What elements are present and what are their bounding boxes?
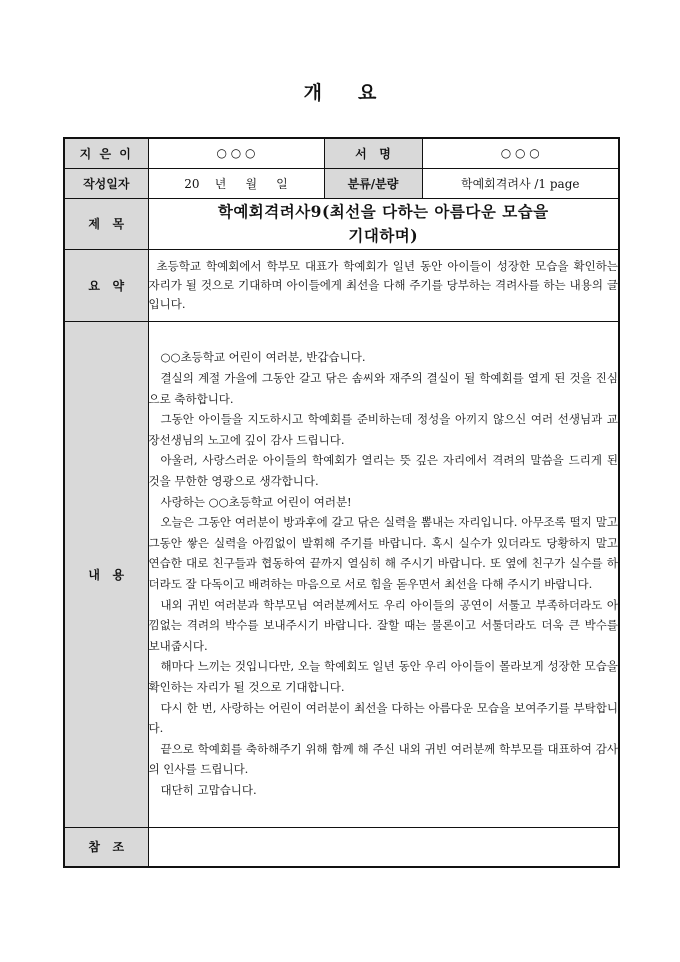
content-paragraph: 오늘은 그동안 여러분이 방과후에 갈고 닦은 실력을 뽐내는 자리입니다. 아무조록 떨지 말고 그동안 쌓은 실력을 아낌없이 발휘해 주기를 바랍니다. 혹시 실수가 있더라도 당황하지 말고 연습한 대로 친구들과 협동하여 끝까지 열심히 해 주시기 바랍니다. 또 옆에 친구가 실수를 하더라도 잘 다독이고 배려하는 마음으로 서로 힘을 돋우면서 최선을 다해 주시기 바랍니다. bbox=[148, 515, 618, 591]
content-paragraph: 결실의 계절 가을에 그동안 갈고 닦은 솜씨와 재주의 결실이 될 학예회를 열게 된 것을 진심으로 축하합니다. bbox=[148, 371, 618, 406]
content-paragraph: 대단히 고맙습니다. bbox=[160, 782, 257, 797]
subject-line-2: 기대하며) bbox=[348, 225, 419, 245]
content-paragraph: 해마다 느끼는 것입니다만, 오늘 학예회도 일년 동안 우리 아이들이 몰라보게 성장한 모습을 확인하는 자리가 될 것으로 기대합니다. bbox=[148, 659, 618, 694]
content-paragraph: ○○초등학교 어린이 여러분, 반갑습니다. bbox=[160, 350, 366, 365]
page-title-part2: 요 bbox=[358, 82, 377, 104]
author-value: ○ ○ ○ bbox=[148, 138, 324, 168]
author-label: 지 은 이 bbox=[64, 138, 148, 168]
row-summary bbox=[64, 249, 619, 321]
row-author bbox=[64, 138, 619, 168]
page-title bbox=[0, 78, 680, 105]
content-paragraph: 다시 한 번, 사랑하는 어린이 여러분이 최선을 다하는 아름다운 모습을 보여주기를 부탁합니다. bbox=[148, 700, 618, 736]
category-label: 분류/분량 bbox=[324, 168, 422, 198]
row-content bbox=[64, 321, 619, 827]
content-paragraph: 그동안 아이들을 지도하시고 학예회를 준비하는데 정성을 아끼지 않으신 여러 선생님과 교장선생님의 노고에 깊이 감사 드립니다. bbox=[148, 412, 618, 447]
reference-value bbox=[148, 827, 619, 867]
content-body bbox=[148, 321, 619, 827]
row-reference bbox=[64, 827, 619, 867]
summary-label: 요 약 bbox=[64, 249, 148, 321]
subject-value bbox=[148, 198, 619, 249]
content-label: 내 용 bbox=[64, 321, 148, 827]
page-title-part1: 개 bbox=[303, 82, 322, 104]
summary-text: 초등학교 학예회에서 학부모 대표가 학예회가 일년 동안 아이들이 성장한 모습을 확인하는 자리가 될 것으로 기대하며 아이들에게 최선을 다해 주기를 당부하는 격려사를 하는 내용의 글입니다. bbox=[148, 249, 619, 321]
row-subject bbox=[64, 198, 619, 249]
subject-line-1: 학예회격려사9(최선을 다하는 아름다운 모습을 bbox=[217, 201, 549, 221]
content-paragraph: 내외 귀빈 여러분과 학부모님 여러분께서도 우리 아이들의 공연이 서툴고 부족하더라도 아낌없는 격려의 박수를 보내주시기 바랍니다. 잘할 때는 물론이고 서툴더라도 더욱 큰 박수를 보내줍시다. bbox=[148, 597, 618, 653]
row-date bbox=[64, 168, 619, 198]
content-paragraph: 아울러, 사랑스러운 아이들의 학예회가 열리는 뜻 깊은 자리에서 격려의 말씀을 드리게 된 것을 무한한 영광으로 생각합니다. bbox=[148, 453, 618, 489]
book-title-label: 서 명 bbox=[324, 138, 422, 168]
content-paragraph: 끝으로 학예회를 축하해주기 위해 함께 해 주신 내외 귀빈 여러분께 학부모를 대표하여 감사의 인사를 드립니다. bbox=[148, 741, 618, 777]
summary-form-table bbox=[63, 137, 620, 868]
subject-label: 제 목 bbox=[64, 198, 148, 249]
book-title-value: ○ ○ ○ bbox=[422, 138, 619, 168]
reference-label: 참 조 bbox=[64, 827, 148, 867]
category-value: 학예회격려사 /1 page bbox=[422, 168, 619, 198]
date-value: 20 년 월 일 bbox=[148, 168, 324, 198]
content-paragraph: 사랑하는 ○○초등학교 어린이 여러분! bbox=[160, 494, 352, 509]
date-label: 작성일자 bbox=[64, 168, 148, 198]
